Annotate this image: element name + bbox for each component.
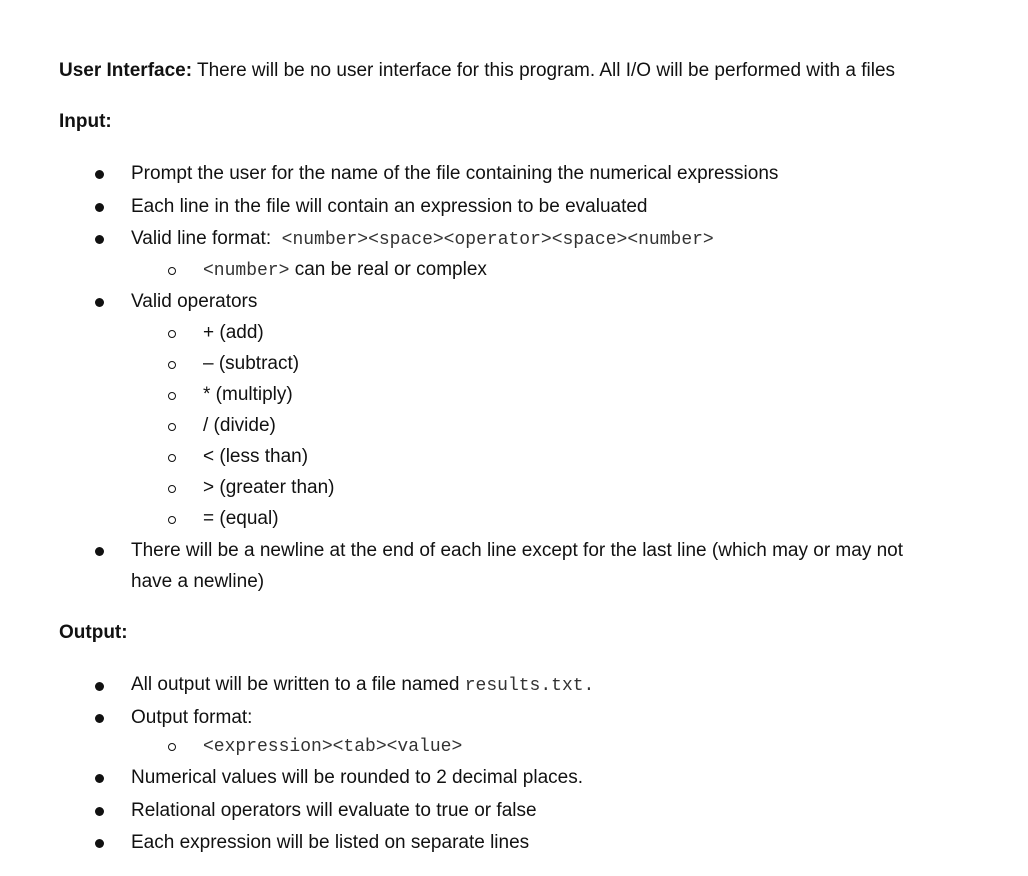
sub-bullet-icon — [168, 267, 176, 275]
line-format-label: Valid line format: — [131, 228, 282, 249]
user-interface-paragraph — [59, 59, 895, 83]
results-file-text: All output will be written to a file named — [131, 674, 465, 695]
output-item-format: Output format: — [131, 707, 253, 728]
bullet-icon — [95, 298, 104, 307]
bullet-icon — [95, 839, 104, 848]
bullet-icon — [95, 235, 104, 244]
sub-bullet-icon — [168, 423, 176, 431]
bullet-icon — [95, 203, 104, 212]
output-heading: Output: — [59, 622, 128, 643]
operator-item: < (less than) — [203, 446, 309, 467]
input-heading: Input: — [59, 111, 112, 132]
sub-bullet-icon — [168, 330, 176, 338]
sub-bullet-icon — [168, 485, 176, 493]
user-interface-text: There will be no user interface for this program. All I/O will be performed with a files — [192, 60, 896, 81]
sub-bullet-icon — [168, 361, 176, 369]
bullet-icon — [95, 547, 104, 556]
user-interface-label: User Interface: — [59, 60, 193, 81]
operator-item: * (multiply) — [203, 384, 293, 405]
operator-item: = (equal) — [203, 508, 279, 529]
bullet-icon — [95, 807, 104, 816]
output-format-code — [203, 734, 462, 759]
operator-item: – (subtract) — [203, 353, 300, 374]
number-code: <number> — [203, 261, 290, 281]
line-format-code: <number><space><operator><space><number> — [281, 230, 714, 250]
sub-bullet-icon — [168, 454, 176, 462]
output-item-relational: Relational operators will evaluate to true or false — [131, 800, 537, 821]
sub-bullet-icon — [168, 392, 176, 400]
input-subitem-number — [203, 258, 487, 283]
input-item-line-format — [131, 227, 714, 252]
input-item-each-line: Each line in the file will contain an expression to be evaluated — [131, 196, 648, 217]
results-file-code: results.txt. — [464, 676, 595, 696]
input-item-valid-operators: Valid operators — [131, 291, 258, 312]
output-item-separate-lines: Each expression will be listed on separate lines — [131, 832, 530, 853]
input-item-newline: There will be a newline at the end of each line except for the last line (which may or may not — [131, 540, 904, 561]
bullet-icon — [95, 170, 104, 179]
output-item-rounding: Numerical values will be rounded to 2 decimal places. — [131, 767, 584, 788]
bullet-icon — [95, 714, 104, 723]
format-code: <expression><tab><value> — [203, 737, 463, 757]
bullet-icon — [95, 682, 104, 691]
operator-item: / (divide) — [203, 415, 276, 436]
sub-bullet-icon — [168, 743, 176, 751]
operator-item: + (add) — [203, 322, 264, 343]
operator-item: > (greater than) — [203, 477, 335, 498]
input-item-prompt: Prompt the user for the name of the file containing the numerical expressions — [131, 163, 779, 184]
output-item-results-file — [131, 673, 594, 698]
sub-bullet-icon — [168, 516, 176, 524]
input-item-newline-continued: have a newline) — [131, 571, 265, 592]
bullet-icon — [95, 774, 104, 783]
number-text: can be real or complex — [289, 259, 487, 280]
